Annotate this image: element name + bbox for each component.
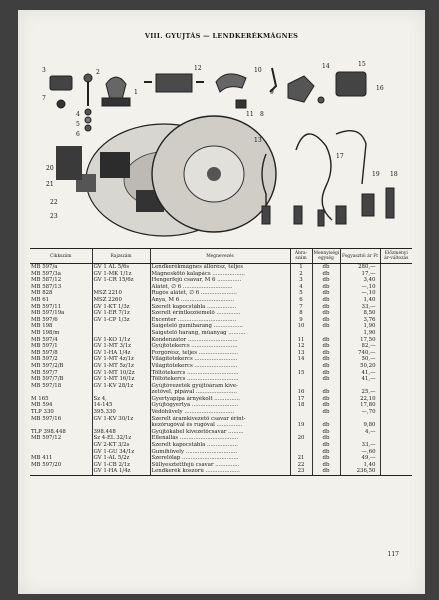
table-row: [30, 396, 412, 403]
cell-mennyisegi: [312, 416, 340, 423]
cell-megnevezes: Ellenállás ..................................: [150, 435, 290, 442]
table-row: [30, 310, 412, 317]
table-row: [30, 376, 412, 383]
cell-rajzszam: GV 1-ER 7/1z: [92, 310, 150, 317]
cell-elozo: [380, 370, 412, 377]
table-row: [30, 277, 412, 284]
table-row: [30, 356, 412, 363]
cell-abra: 8: [290, 310, 312, 317]
cell-elozo: [380, 277, 412, 284]
cell-abra: 23: [290, 468, 312, 475]
cell-fogyar: 49,—: [340, 455, 380, 462]
table-row: [30, 343, 412, 350]
cell-abra: 14: [290, 356, 312, 363]
cell-mennyisegi: db: [312, 396, 340, 403]
cell-rajzszam: GV 1-AL 5/2z: [92, 455, 150, 462]
cell-cikkszam: MB 198/m: [31, 329, 60, 336]
cell-rajzszam: [92, 323, 150, 330]
cell-abra: [290, 383, 312, 390]
cell-mennyisegi: db: [312, 370, 340, 377]
cell-mennyisegi: db: [312, 435, 340, 442]
cell-cikkszam: [30, 389, 92, 396]
cell-rajzszam: GV 2-KT 3/2s: [92, 442, 150, 449]
cell-rajzszam: 398.448: [92, 429, 150, 436]
cell-cikkszam: MB 597/11: [31, 303, 62, 310]
table-row: [30, 297, 412, 304]
callout-14: 14: [322, 63, 330, 70]
cell-megnevezes: Szerelt kapocstábla ..................: [150, 442, 290, 449]
cell-rajzszam: [92, 284, 150, 291]
cell-rajzszam: GV 1-MT 4z/1z: [92, 356, 150, 363]
table-row: [30, 455, 412, 462]
cell-megnevezes: Alátét, ∅ 6 .............................: [150, 284, 290, 291]
page-number: 117: [387, 551, 399, 558]
cell-fogyar: 3,76: [340, 317, 380, 324]
cell-megnevezes: Gyújtógyertya ...........................: [150, 402, 290, 409]
cell-elozo: [380, 337, 412, 344]
cell-elozo: [380, 455, 412, 462]
cell-fogyar: 17,80: [340, 402, 380, 409]
cell-megnevezes: Excenter ..................................: [150, 317, 290, 324]
cell-mennyisegi: db: [312, 376, 340, 383]
cell-elozo: [380, 422, 412, 429]
cell-rajzszam: GV 1-CP 1/3z: [92, 317, 150, 324]
cell-mennyisegi: db: [312, 317, 340, 324]
callout-6: 6: [76, 131, 80, 138]
header-megnevezes: Megnevezés: [150, 249, 290, 264]
table-row: [30, 304, 412, 311]
cell-elozo: [380, 317, 412, 324]
cell-abra: 11: [290, 337, 312, 344]
cell-elozo: [380, 304, 412, 311]
table-row: [30, 323, 412, 330]
cell-mennyisegi: db: [312, 422, 340, 429]
cell-mennyisegi: db: [312, 462, 340, 469]
cell-abra: 3: [290, 277, 312, 284]
table-row: [30, 350, 412, 357]
cell-rajzszam: GV 1-CB 2/1z: [92, 462, 150, 469]
cell-cikkszam: [30, 422, 92, 429]
header-abra: Ábra-szám: [290, 249, 312, 264]
cell-abra: 13: [290, 350, 312, 357]
cell-cikkszam: MB 587/13: [31, 283, 62, 290]
cell-megnevezes: Szerelt kapocstábla .................: [150, 304, 290, 311]
cell-abra: [290, 442, 312, 449]
callout-10: 10: [254, 67, 262, 74]
callout-5: 5: [76, 121, 80, 128]
table-row: [30, 370, 412, 377]
cell-mennyisegi: db: [312, 310, 340, 317]
cell-rajzszam: GV 1-CR 15/6z: [92, 277, 150, 284]
cell-rajzszam: Sz 4-EL 32/1z: [92, 435, 150, 442]
cell-megnevezes: Mágneskötő kalapács ...................: [150, 271, 290, 278]
cell-rajzszam: GV 1-MK 1/1z: [92, 271, 150, 278]
cell-rajzszam: MSZ 2210: [92, 290, 150, 297]
cell-elozo: [380, 462, 412, 469]
callout-22: 22: [50, 199, 58, 206]
cell-fogyar: 740,—: [340, 350, 380, 357]
book-page: [18, 10, 425, 594]
table-row: [30, 290, 412, 297]
cell-cikkszam: MB 587/12: [31, 277, 62, 284]
cell-cikkszam: MB 597/12: [31, 435, 62, 442]
cell-elozo: [380, 363, 412, 370]
cell-abra: 17: [290, 396, 312, 403]
cell-cikkszam: TLP 398.448: [31, 428, 66, 435]
cell-fogyar: —,70: [340, 409, 380, 416]
cell-megnevezes: Szerelt áramkivezető csavar érint-: [150, 416, 290, 423]
cell-cikkszam: [30, 468, 92, 475]
cell-abra: 4: [290, 284, 312, 291]
cell-mennyisegi: db: [312, 271, 340, 278]
cell-fogyar: 236,50: [340, 468, 380, 475]
cell-mennyisegi: db: [312, 363, 340, 370]
cell-abra: [290, 409, 312, 416]
cell-rajzszam: GV 1-HA 1/4z: [92, 350, 150, 357]
cell-megnevezes: Szerelőlap .................................: [150, 455, 290, 462]
table-row: [30, 284, 412, 291]
cell-cikkszam: [30, 449, 92, 456]
cell-fogyar: 50,—: [340, 356, 380, 363]
cell-megnevezes: Védőhüvely .............................: [150, 409, 290, 416]
cell-elozo: [380, 297, 412, 304]
cell-fogyar: 82,—: [340, 343, 380, 350]
cell-abra: [290, 429, 312, 436]
cell-megnevezes: Süllyesztettfejű csavar ..............: [150, 462, 290, 469]
table-row: [30, 429, 412, 436]
cell-elozo: [380, 468, 412, 475]
cell-fogyar: —,10: [340, 284, 380, 291]
header-mennyisegi: Mennyiségi egység: [312, 249, 340, 264]
cell-megnevezes: Gyújtóvezeték gyújtóáram kive-: [150, 383, 290, 390]
callout-12: 12: [194, 65, 202, 72]
table-row: [30, 330, 412, 337]
cell-cikkszam: MB 597/8: [31, 349, 58, 356]
cell-abra: 1: [290, 264, 312, 271]
cell-mennyisegi: db: [312, 389, 340, 396]
table-row: [30, 271, 412, 278]
cell-mennyisegi: db: [312, 356, 340, 363]
cell-elozo: [380, 416, 412, 423]
cell-rajzszam: GV 1-KV 28/1z: [92, 383, 150, 390]
cell-megnevezes: Töltőtekercs ..............................: [150, 376, 290, 383]
cell-cikkszam: MB 597/18: [31, 382, 62, 389]
cell-elozo: [380, 323, 412, 330]
callout-11: 11: [246, 111, 254, 118]
table-row: [30, 264, 412, 271]
cell-abra: 15: [290, 370, 312, 377]
cell-abra: 22: [290, 462, 312, 469]
cell-cikkszam: MB 61: [31, 296, 50, 303]
cell-abra: 21: [290, 455, 312, 462]
cell-mennyisegi: db: [312, 449, 340, 456]
header-rajzszam: Rajzszám: [92, 249, 150, 264]
callout-15: 15: [358, 61, 366, 68]
cell-mennyisegi: db: [312, 455, 340, 462]
callout-8: 8: [260, 111, 264, 118]
table-row: [30, 435, 412, 442]
cell-mennyisegi: db: [312, 264, 340, 271]
callout-18: 18: [390, 171, 398, 178]
cell-abra: 19: [290, 422, 312, 429]
cell-mennyisegi: [312, 383, 340, 390]
cell-cikkszam: MB 597/2/B: [31, 362, 64, 369]
callout-19: 19: [372, 171, 380, 178]
cell-abra: 16: [290, 389, 312, 396]
cell-rajzszam: GV 1-MT 5z/1z: [92, 363, 150, 370]
cell-elozo: [380, 396, 412, 403]
table-row: [30, 416, 412, 423]
cell-megnevezes: Világítótekercs .........................: [150, 363, 290, 370]
cell-mennyisegi: db: [312, 350, 340, 357]
cell-mennyisegi: db: [312, 343, 340, 350]
page-title: VIII. GYUJTÁS — LENDKERÉKMÁGNES: [144, 32, 299, 40]
cell-elozo: [380, 409, 412, 416]
cell-megnevezes: Gyertyapipa árnyékolt ...............: [150, 396, 290, 403]
cell-mennyisegi: db: [312, 284, 340, 291]
cell-elozo: [380, 343, 412, 350]
cell-rajzszam: GV 1-HA 1/4z: [92, 468, 150, 475]
cell-fogyar: 9,80: [340, 422, 380, 429]
table-row: [30, 409, 412, 416]
cell-elozo: [380, 402, 412, 409]
cell-elozo: [380, 449, 412, 456]
cell-fogyar: 8,50: [340, 310, 380, 317]
parts-table: [30, 248, 412, 476]
cell-megnevezes: Forgórész, teljes .......................: [150, 350, 290, 357]
cell-mennyisegi: db: [312, 429, 340, 436]
cell-rajzszam: GV 1-GU 34/1z: [92, 449, 150, 456]
callout-7: 7: [42, 95, 46, 102]
callout-1: 1: [134, 89, 138, 96]
cell-cikkszam: MB 594: [31, 402, 53, 409]
cell-rajzszam: MSZ 2260: [92, 297, 150, 304]
cell-cikkszam: MB 411: [31, 455, 53, 462]
cell-rajzszam: 395.330: [92, 409, 150, 416]
cell-mennyisegi: db: [312, 402, 340, 409]
cell-abra: 2: [290, 271, 312, 278]
cell-abra: 10: [290, 323, 312, 330]
cell-fogyar: 25,—: [340, 389, 380, 396]
cell-cikkszam: [30, 442, 92, 449]
cell-rajzszam: GV 1-KT 1/3z: [92, 304, 150, 311]
cell-cikkszam: MB 597/19a: [31, 310, 65, 317]
cell-cikkszam: MB 198: [31, 323, 53, 330]
cell-abra: 20: [290, 435, 312, 442]
cell-fogyar: 17,—: [340, 271, 380, 278]
callout-23: 23: [50, 213, 58, 220]
cell-elozo: [380, 310, 412, 317]
cell-megnevezes: zetővel, pipával ........................: [150, 389, 290, 396]
cell-mennyisegi: db: [312, 468, 340, 475]
parts-table-wrapper: [30, 248, 412, 476]
cell-fogyar: 17,50: [340, 337, 380, 344]
cell-fogyar: 1,40: [340, 462, 380, 469]
cell-elozo: [380, 290, 412, 297]
callout-2: 2: [96, 69, 100, 76]
cell-fogyar: 1,90: [340, 330, 380, 337]
cell-cikkszam: MB 597/3a: [31, 270, 61, 277]
cell-elozo: [380, 383, 412, 390]
cell-megnevezes: Saigetelő harang, műanyag ..........: [150, 330, 290, 337]
cell-rajzszam: GV 1-MT 16/1z: [92, 376, 150, 383]
callout-13: 13: [254, 137, 262, 144]
table-row: [30, 389, 412, 396]
cell-abra: 18: [290, 402, 312, 409]
cell-fogyar: 4,—: [340, 429, 380, 436]
cell-megnevezes: Kondenzátor .............................: [150, 337, 290, 344]
cell-cikkszam: MB 597/2: [31, 356, 58, 363]
cell-cikkszam: MB 597/6: [31, 316, 58, 323]
cell-fogyar: 41,—: [340, 370, 380, 377]
cell-megnevezes: Gyújtókábel kivezetőcsavar .........: [150, 429, 290, 436]
cell-fogyar: 50,20: [340, 363, 380, 370]
cell-abra: [290, 416, 312, 423]
cell-abra: [290, 449, 312, 456]
cell-rajzszam: GV 1-MT 3/1z: [92, 343, 150, 350]
cell-megnevezes: Lendkerékmágnes állórész, teljes: [150, 264, 290, 271]
cell-elozo: [380, 330, 412, 337]
parts-illustration: [36, 54, 404, 244]
cell-megnevezes: Szerelt érintkezőemelő ..............: [150, 310, 290, 317]
cell-megnevezes: Rugós alátét, ∅ 6 .....................: [150, 290, 290, 297]
cell-fogyar: 1,90: [340, 323, 380, 330]
callout-3: 3: [42, 67, 46, 74]
cell-elozo: [380, 284, 412, 291]
table-row: [30, 468, 412, 475]
cell-elozo: [380, 376, 412, 383]
cell-megnevezes: Gyújtótekercs ...........................: [150, 343, 290, 350]
cell-megnevezes: Töltőtekercs ..............................: [150, 370, 290, 377]
cell-rajzszam: 14-145: [92, 402, 150, 409]
cell-fogyar: 33,—: [340, 304, 380, 311]
cell-cikkszam: MB 597/7/B: [31, 376, 64, 383]
cell-abra: 9: [290, 317, 312, 324]
table-body: [30, 264, 412, 476]
table-row: [30, 449, 412, 456]
cell-abra: 7: [290, 304, 312, 311]
cell-cikkszam: MB 828: [31, 290, 53, 297]
table-row: [30, 442, 412, 449]
terminal-block-part: [50, 76, 72, 90]
cell-abra: 6: [290, 297, 312, 304]
table-row: [30, 363, 412, 370]
header-fogyar: Fogyasztói ár Ft: [340, 249, 380, 264]
cell-abra: [290, 330, 312, 337]
cell-megnevezes: Világítótekercs .........................: [150, 356, 290, 363]
table-row: [30, 422, 412, 429]
cell-fogyar: [340, 383, 380, 390]
cell-rajzszam: [92, 389, 150, 396]
cell-fogyar: 3,40: [340, 277, 380, 284]
cell-cikkszam: MB 597/a: [31, 264, 58, 270]
cell-megnevezes: Lendkerék koszorú ....................: [150, 468, 290, 475]
cell-rajzszam: GV 1-MT 10/2z: [92, 370, 150, 377]
cell-mennyisegi: db: [312, 323, 340, 330]
cell-mennyisegi: db: [312, 442, 340, 449]
cell-elozo: [380, 350, 412, 357]
cell-elozo: [380, 389, 412, 396]
cell-rajzszam: [92, 330, 150, 337]
cell-rajzszam: GV 1-KO 1/1z: [92, 337, 150, 344]
cell-fogyar: 1,40: [340, 297, 380, 304]
cell-cikkszam: TLP 330: [31, 409, 54, 416]
callout-9: 9: [270, 89, 274, 96]
cell-elozo: [380, 442, 412, 449]
cell-mennyisegi: db: [312, 409, 340, 416]
cell-cikkszam: MB 597/4: [31, 336, 58, 343]
cell-megnevezes: kezőrugóval és rugóval ...............: [150, 422, 290, 429]
cell-megnevezes: Anya, M 6 ...............................: [150, 297, 290, 304]
cell-abra: [290, 376, 312, 383]
header-elozo: Előzményi ár-változás: [380, 249, 412, 264]
cell-mennyisegi: db: [312, 290, 340, 297]
header-cikkszam: Cikkszám: [30, 249, 92, 264]
cell-cikkszam: MB 597/20: [31, 461, 62, 468]
table-row: [30, 462, 412, 469]
table-row: [30, 317, 412, 324]
cell-elozo: [380, 435, 412, 442]
cell-mennyisegi: db: [312, 277, 340, 284]
cell-cikkszam: MB 597/7: [31, 369, 58, 376]
cell-fogyar: 280,—: [340, 264, 380, 271]
callout-16: 16: [376, 85, 384, 92]
cell-megnevezes: Saigetelő gumiharang .................: [150, 323, 290, 330]
cell-fogyar: [340, 416, 380, 423]
cell-rajzszam: Sz 4,: [92, 396, 150, 403]
callout-17: 17: [336, 153, 344, 160]
cell-cikkszam: M 165: [31, 395, 49, 402]
cell-fogyar: [340, 435, 380, 442]
cell-mennyisegi: db: [312, 304, 340, 311]
cell-elozo: [380, 264, 412, 271]
cell-fogyar: 33,—: [340, 442, 380, 449]
cell-cikkszam: MB 597/1: [31, 343, 58, 350]
cell-elozo: [380, 271, 412, 278]
cell-fogyar: —,10: [340, 290, 380, 297]
callout-4: 4: [76, 111, 80, 118]
cell-rajzszam: GV 1-KV 30/1z: [92, 416, 150, 423]
table-row: [30, 383, 412, 390]
cell-fogyar: 22,10: [340, 396, 380, 403]
table-row: [30, 402, 412, 409]
cell-rajzszam: GV 1 AL 5/6s: [92, 264, 150, 271]
cell-megnevezes: Gumihüvely ..............................: [150, 449, 290, 456]
cell-elozo: [380, 429, 412, 436]
table-header-row: [30, 249, 412, 264]
cell-abra: 5: [290, 290, 312, 297]
cell-rajzszam: [92, 422, 150, 429]
cell-megnevezes: Hengerfejű csavar, M 6 ..............: [150, 277, 290, 284]
callout-20: 20: [46, 165, 54, 172]
cell-mennyisegi: [312, 330, 340, 337]
cell-cikkszam: MB 597/16: [31, 415, 62, 422]
cell-abra: [290, 363, 312, 370]
cell-fogyar: 41,—: [340, 376, 380, 383]
callout-21: 21: [46, 181, 54, 188]
cell-mennyisegi: db: [312, 337, 340, 344]
cell-fogyar: —,60: [340, 449, 380, 456]
cell-mennyisegi: db: [312, 297, 340, 304]
table-row: [30, 337, 412, 344]
cell-abra: 12: [290, 343, 312, 350]
cell-elozo: [380, 356, 412, 363]
